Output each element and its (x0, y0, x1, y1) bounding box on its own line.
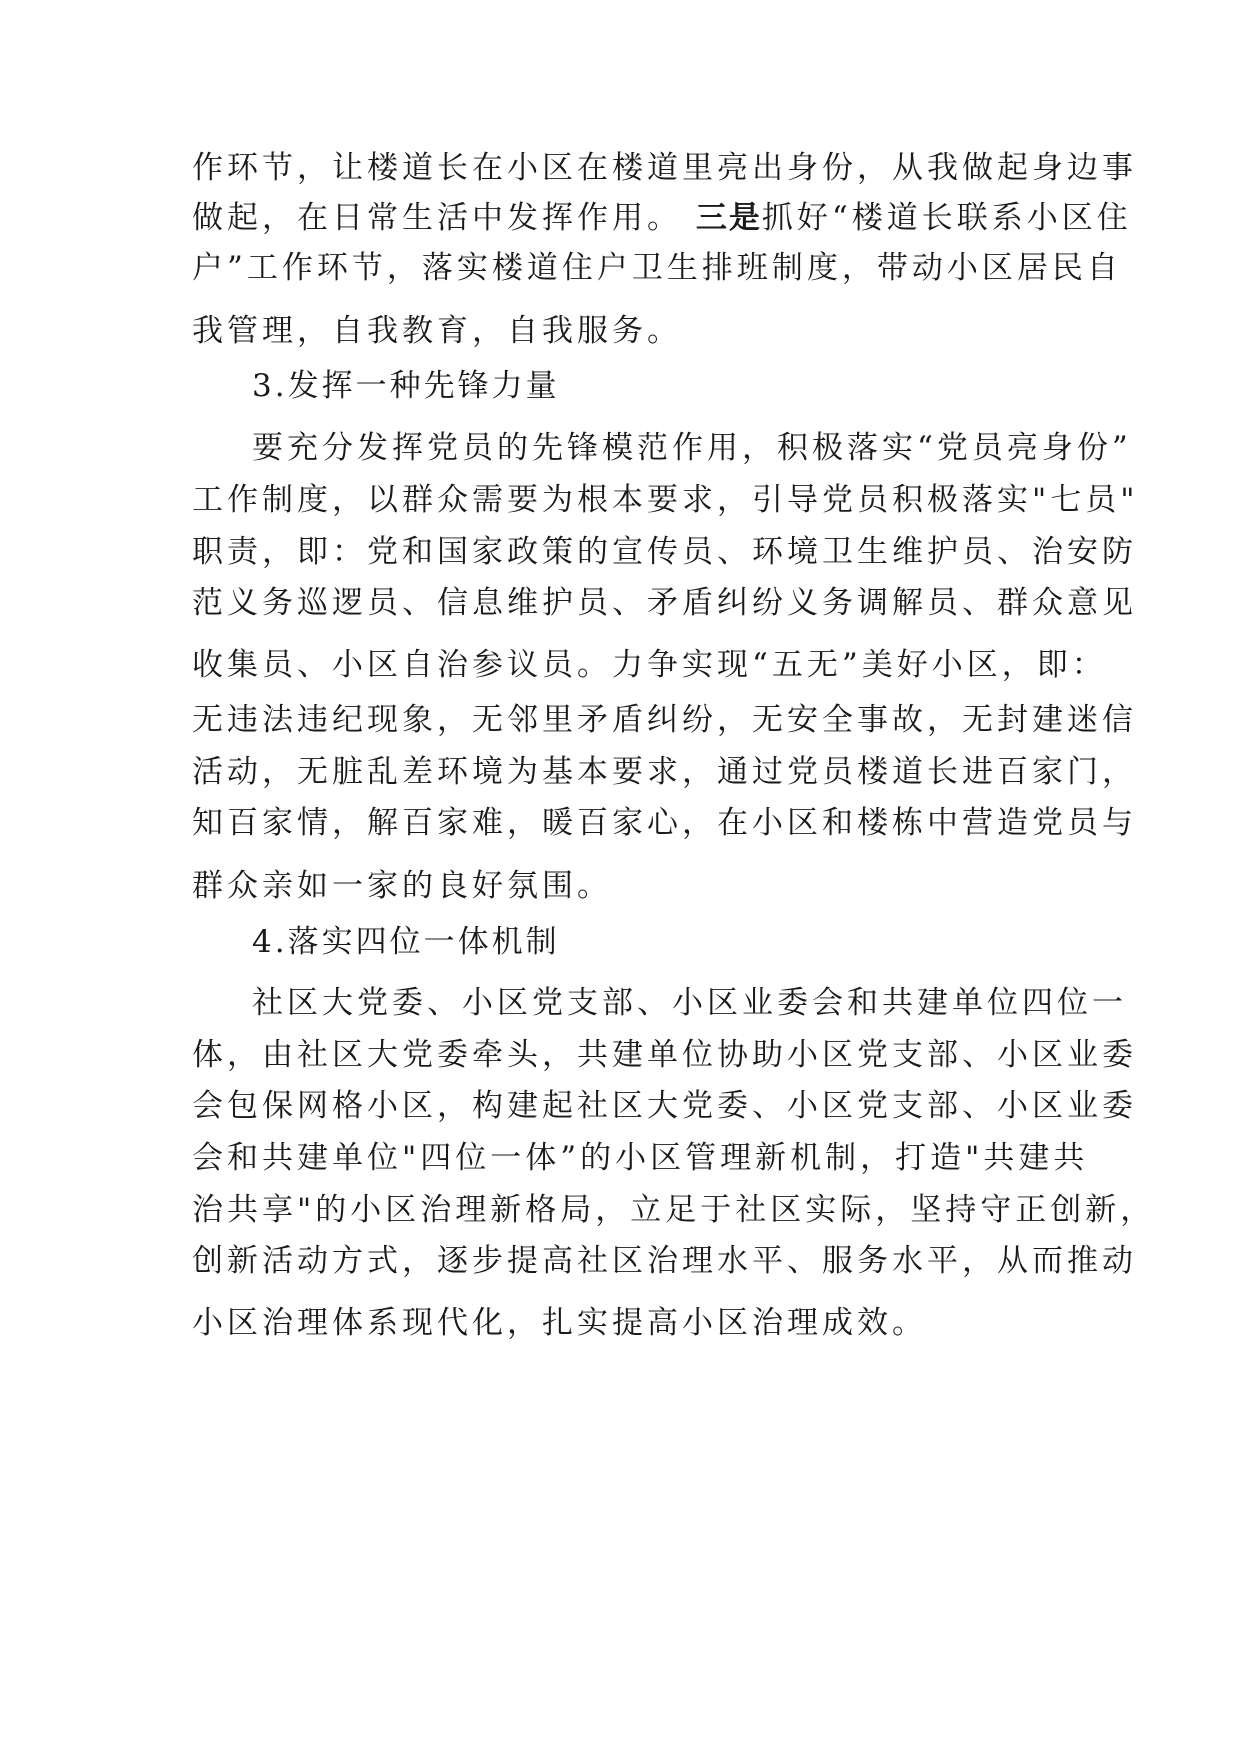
text-line: 知百家情，解百家难，暖百家心，在小区和楼栋中营造党员与 (192, 805, 1137, 841)
text-segment: 做起，在日常生活中发挥作用。 (192, 200, 682, 236)
text-line: 我管理，自我教育，自我服务。 (192, 313, 682, 349)
text-line: 社区大党委、小区党支部、小区业委会和共建单位四位一 (252, 985, 1127, 1021)
text-line: 小区治理体系现代化，扎实提高小区治理成效。 (192, 1305, 927, 1341)
text-line: 群众亲如一家的良好氛围。 (192, 868, 612, 904)
text-segment: 抓好“楼道长联系小区住 (761, 200, 1132, 236)
text-line: 收集员、小区自治参议员。力争实现“五无”美好小区，即： (192, 647, 1107, 683)
text-line: 会和共建单位"四位一体”的小区管理新机制，打造"共建共 (192, 1140, 1089, 1176)
text-line: 范义务巡逻员、信息维护员、矛盾纠纷义务调解员、群众意见 (192, 585, 1137, 621)
text-line: 会包保网格小区，构建起社区大党委、小区党支部、小区业委 (192, 1088, 1137, 1124)
text-line: 无违法违纪现象，无邻里矛盾纠纷，无安全事故，无封建迷信 (192, 702, 1137, 738)
text-line (192, 198, 1132, 238)
text-line: 创新活动方式，逐步提高社区治理水平、服务水平，从而推动 (192, 1243, 1137, 1279)
text-line: 户”工作环节，落实楼道住户卫生排班制度，带动小区居民自 (192, 250, 1122, 286)
text-line: 职责，即：党和国家政策的宣传员、环境卫生维护员、治安防 (192, 534, 1137, 570)
text-line: 活动，无脏乱差环境为基本要求，通过党员楼道长进百家门， (192, 754, 1137, 790)
section-heading: 4.落实四位一体机制 (252, 924, 560, 960)
text-line: 工作制度，以群众需要为根本要求，引导党员积极落实"七员" (192, 482, 1139, 518)
bold-lead: 三是 (695, 200, 762, 236)
text-line: 要充分发挥党员的先锋模范作用，积极落实“党员亮身份” (252, 430, 1132, 466)
section-heading: 3.发挥一种先锋力量 (252, 368, 560, 404)
text-line: 体，由社区大党委牵头，共建单位协助小区党支部、小区业委 (192, 1037, 1137, 1073)
text-line: 治共享"的小区治理新格局，立足于社区实际，坚持守正创新， (192, 1192, 1156, 1228)
text-line: 作环节，让楼道长在小区在楼道里亮出身份，从我做起身边事 (192, 150, 1137, 186)
